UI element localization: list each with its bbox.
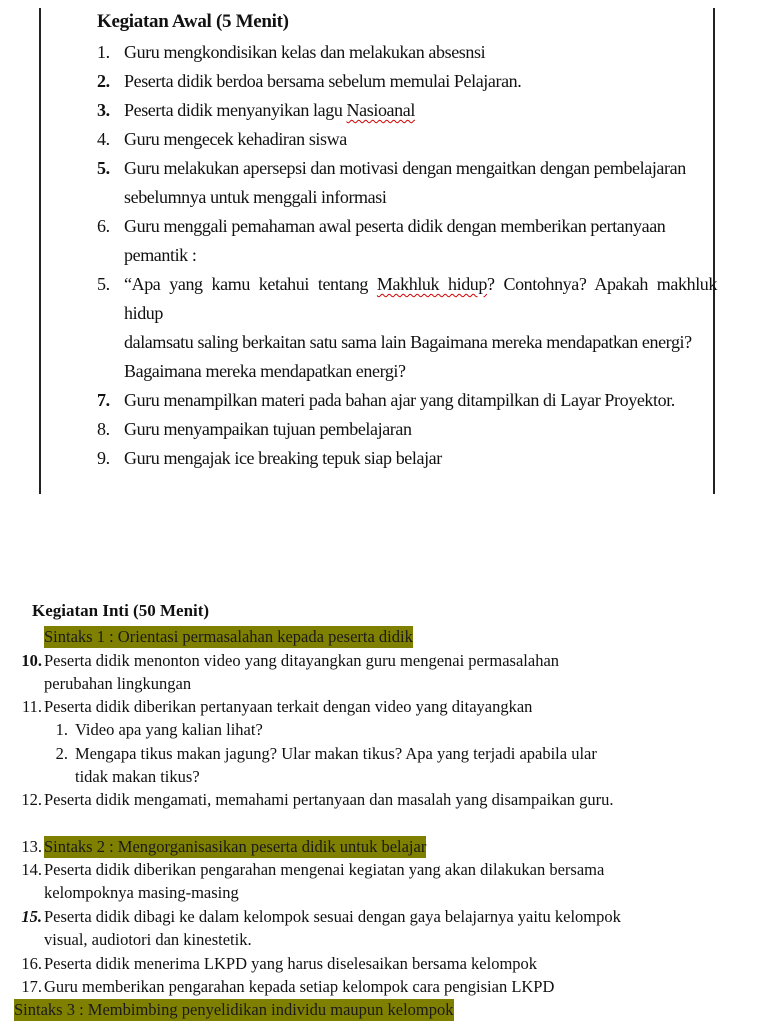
spellcheck-word: Makhluk hidup [376, 274, 487, 294]
item-text-part: Peserta didik menyanyikan lagu [124, 100, 347, 120]
list-item [97, 67, 717, 96]
spellcheck-word: Nasioanal [346, 100, 415, 120]
item-number: 1. [97, 42, 110, 62]
item-text-continued: tidak makan tikus? [75, 767, 200, 786]
item-number: 2. [55, 744, 68, 763]
item-number: 3. [97, 100, 110, 120]
item-text: Video apa yang kalian lihat? [75, 720, 263, 739]
item-number: 7. [97, 390, 110, 410]
item-text-part: “Apa yang kamu ketahui tentang [124, 274, 377, 294]
item-text: Peserta didik menonton video yang ditayangkan guru mengenai permasalahan [44, 651, 560, 670]
item-number: 1. [55, 720, 68, 739]
kegiatan-awal-section [97, 10, 717, 473]
item-text: Guru menampilkan materi pada bahan ajar yang ditampilkan di Layar Proyektor. [124, 390, 675, 410]
item-number: 5. [97, 158, 110, 178]
item-text-continued: dalamsatu saling berkaitan satu sama lain Bagaimana mereka mendapatkan energi? [124, 332, 692, 352]
sintaks-3-highlight: Sintaks 3 : Membimbing penyelidikan individu maupun kelompok [14, 1000, 454, 1019]
item-number: 17. [21, 977, 42, 996]
item-text: Guru mengkondisikan kelas dan melakukan absesnsi [124, 42, 486, 62]
item-number: 4. [97, 129, 110, 149]
item-text-part: ? Contohnya? Apakah makhluk hidup [124, 274, 717, 323]
item-text: Mengapa tikus makan jagung? Ular makan tikus? Apa yang terjadi apabila ular [75, 744, 597, 763]
item-text-continued: Bagaimana mereka mendapatkan energi? [124, 361, 406, 381]
item-number: 10. [21, 651, 42, 670]
list-item [97, 415, 717, 444]
list-item [97, 38, 717, 67]
item-text: Peserta didik diberikan pengarahan mengenai kegiatan yang akan dilakukan bersama [44, 860, 605, 879]
item-text: Guru mengecek kehadiran siswa [124, 129, 347, 149]
list-item [97, 212, 717, 270]
list-item [97, 444, 717, 473]
item-number: 12. [21, 790, 42, 809]
item-number: 13. [21, 837, 42, 856]
item-text-continued: visual, audiotori dan kinestetik. [44, 930, 252, 949]
item-text [124, 96, 717, 125]
item-number: 8. [97, 419, 110, 439]
kegiatan-inti-title: Kegiatan Inti (50 Menit) [32, 601, 210, 620]
item-number: 11. [21, 697, 42, 716]
item-text-continued: sebelumnya untuk menggali informasi [124, 187, 387, 207]
item-text: Guru mengajak ice breaking tepuk siap belajar [124, 448, 442, 468]
item-number: 2. [97, 71, 110, 91]
item-text: Guru memberikan pengarahan kepada setiap kelompok cara pengisian LKPD [44, 977, 555, 996]
list-item [97, 386, 717, 415]
table-border-left [39, 8, 41, 494]
item-text: Guru menyampaikan tujuan pembelajaran [124, 419, 412, 439]
item-text: Peserta didik diberikan pertanyaan terkait dengan video yang ditayangkan [44, 697, 533, 716]
item-number: 9. [97, 448, 110, 468]
item-number: 15. [21, 907, 42, 926]
list-item [97, 270, 717, 386]
list-item [97, 96, 717, 125]
item-text: Guru menggali pemahaman awal peserta didik dengan memberikan pertanyaan [124, 216, 666, 236]
item-text-continued: pemantik : [124, 245, 197, 265]
item-text: Peserta didik dibagi ke dalam kelompok sesuai dengan gaya belajarnya yaitu kelompok [44, 907, 621, 926]
item-text-continued: kelompoknya masing-masing [44, 883, 239, 902]
item-number: 6. [97, 216, 110, 236]
list-item [97, 125, 717, 154]
sintaks-2-highlight: Sintaks 2 : Mengorganisasikan peserta didik untuk belajar [44, 837, 427, 856]
item-text: Peserta didik mengamati, memahami pertanyaan dan masalah yang disampaikan guru. [44, 790, 614, 809]
item-text: Guru melakukan apersepsi dan motivasi dengan mengaitkan dengan pembelajaran [124, 158, 686, 178]
item-text: Peserta didik berdoa bersama sebelum memulai Pelajaran. [124, 71, 522, 91]
item-text [124, 270, 717, 328]
sintaks-1-highlight: Sintaks 1 : Orientasi permasalahan kepada peserta didik [44, 627, 413, 646]
kegiatan-awal-title: Kegiatan Awal (5 Menit) [97, 11, 289, 32]
item-text: Peserta didik menerima LKPD yang harus diselesaikan bersama kelompok [44, 954, 538, 973]
item-number: 5. [97, 274, 110, 294]
list-item [97, 154, 717, 212]
item-text-continued: perubahan lingkungan [44, 674, 192, 693]
item-number: 14. [21, 860, 42, 879]
item-number: 16. [21, 954, 42, 973]
